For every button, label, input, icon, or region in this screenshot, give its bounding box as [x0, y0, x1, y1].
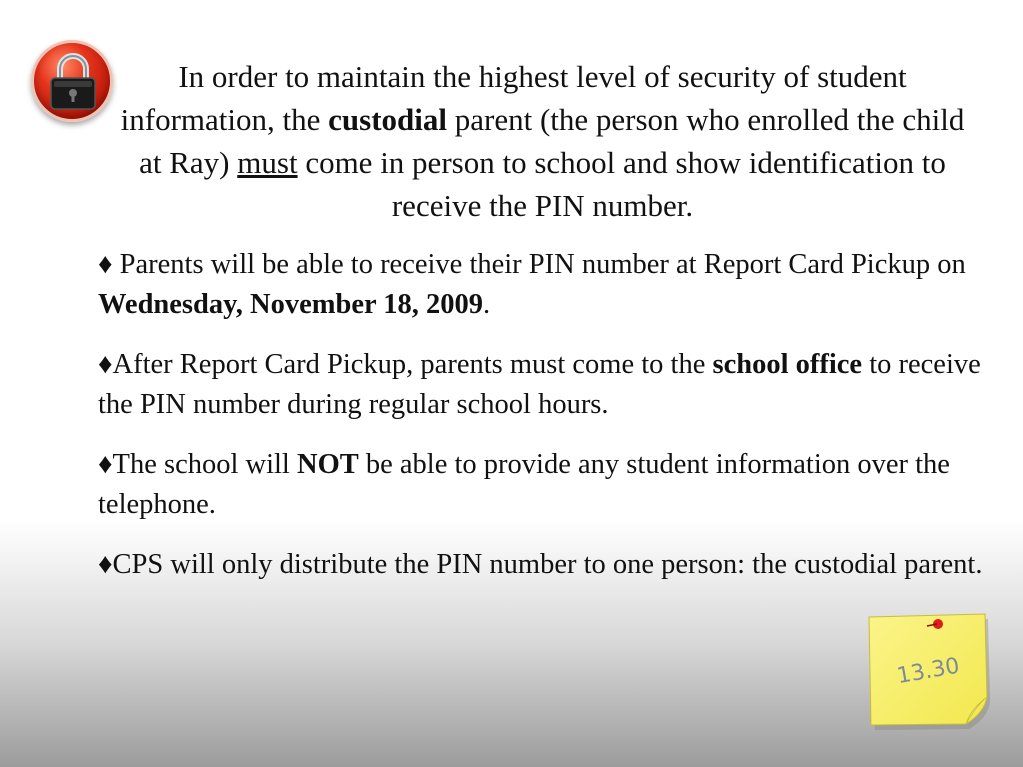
intro-text-1: In order to maintain the highest level of security of student information, the	[120, 59, 907, 137]
intro-custodial: custodial	[328, 102, 447, 137]
sticky-note-text: 13.30	[895, 653, 962, 690]
lock-badge	[31, 40, 113, 122]
bullet-school-office-bold: school office	[712, 349, 863, 380]
bullet-date: Wednesday, November 18, 2009	[98, 289, 484, 320]
sticky-note-icon	[867, 613, 990, 730]
bullet-school-office	[98, 345, 983, 425]
bullet-text: ♦The school will	[98, 449, 297, 480]
bullet-text: ♦ Parents will be able to receive their PIN number at Report Card Pickup on	[98, 249, 966, 280]
bullet-telephone	[98, 445, 983, 525]
bullet-text: ♦After Report Card Pickup, parents must come to the	[98, 349, 713, 380]
bullet-list	[98, 245, 983, 605]
sticky-note	[867, 613, 990, 730]
bullet-text-end: .	[483, 289, 491, 320]
padlock-icon	[47, 51, 99, 113]
bullet-text-end: to receive the PIN number during regular school hours.	[98, 349, 981, 420]
bullet-report-card-pickup	[98, 245, 983, 325]
intro-text-3: come in person to school and show identification to receive the PIN number.	[297, 145, 946, 223]
bullet-text-end: be able to provide any student information over the telephone.	[98, 449, 950, 520]
bullet-not-bold: NOT	[296, 449, 359, 480]
bullet-text: ♦CPS will only distribute the PIN number to one person: the custodial parent.	[98, 549, 983, 580]
intro-must: must	[237, 145, 298, 180]
intro-text-2: parent (the person who enrolled the child at Ray)	[139, 102, 965, 180]
intro-paragraph	[115, 55, 970, 227]
bullet-cps	[98, 545, 983, 585]
